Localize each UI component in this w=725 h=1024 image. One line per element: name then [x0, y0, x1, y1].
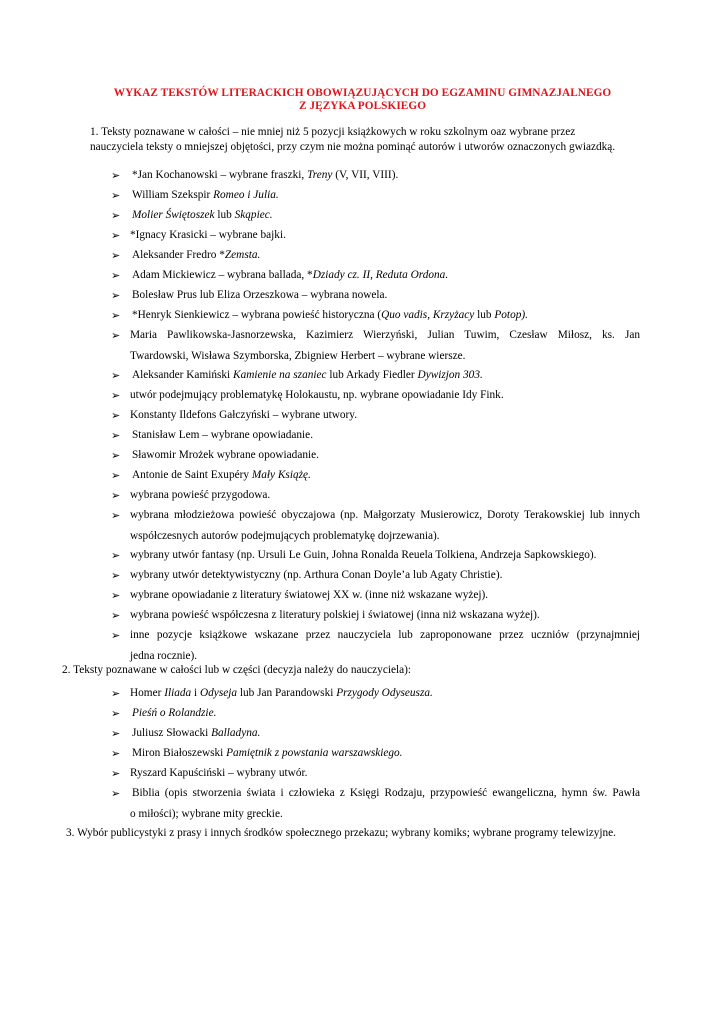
- item-text: i: [191, 687, 200, 699]
- item-title-italic: Skąpiec.: [234, 209, 273, 221]
- section-1-intro-line-1: 1. Teksty poznawane w całości – nie mniej niż 5 pozycji książkowych w roku szkolnym oaz wybrane przez: [90, 126, 576, 138]
- arrow-bullet-icon: ➢: [111, 489, 121, 502]
- item-title-italic: Balladyna.: [211, 727, 261, 739]
- section-1-intro-line-2: nauczyciela teksty o mniejszej objętości, przy czym nie można pominąć autorów i utworów oznaczonych gwiazdką.: [90, 141, 616, 153]
- item-text: (V, VII, VIII).: [332, 169, 399, 181]
- item-text: Ryszard Kapuściński – wybrany utwór.: [130, 767, 308, 779]
- section-1-item-5: [132, 248, 260, 263]
- arrow-bullet-icon: ➢: [111, 169, 121, 182]
- section-1-item-17-line-1: wybrana młodzieżowa powieść obyczajowa (np. Małgorzaty Musierowicz, Doroty Terakowskiej lub innych: [130, 509, 640, 521]
- item-title-italic: Dywizjon 303.: [417, 369, 483, 381]
- item-text: *Jan Kochanowski – wybrane fraszki,: [132, 169, 308, 181]
- section-1-item-7: [132, 288, 387, 303]
- item-text: *Henryk Sienkiewicz – wybrana powieść historyczna (: [132, 309, 382, 321]
- arrow-bullet-icon: ➢: [111, 787, 121, 800]
- arrow-bullet-icon: ➢: [111, 209, 121, 222]
- section-1-item-9-line-2: Twardowski, Wisława Szymborska, Zbigniew Herbert – wybrane wiersze.: [130, 350, 466, 362]
- arrow-bullet-icon: ➢: [111, 727, 121, 740]
- arrow-bullet-icon: ➢: [111, 249, 121, 262]
- arrow-bullet-icon: ➢: [111, 309, 121, 322]
- section-2-item-2: [132, 706, 216, 721]
- item-title-italic: Odyseja: [200, 687, 238, 699]
- item-text: Antonie de Saint Exupéry: [132, 469, 252, 481]
- section-1-item-1: [132, 168, 398, 183]
- item-title-italic: Zemsta.: [224, 249, 261, 261]
- item-text: wybrany utwór fantasy (np. Ursuli Le Guin, Johna Ronalda Reuela Tolkiena, Andrzeja Sapkowskiego).: [130, 549, 597, 561]
- section-1-item-6: [132, 268, 448, 283]
- arrow-bullet-icon: ➢: [111, 369, 121, 382]
- section-1-item-10: [132, 368, 483, 383]
- item-title-italic: Przygody Odyseusza.: [336, 687, 433, 699]
- arrow-bullet-icon: ➢: [111, 389, 121, 402]
- item-text: utwór podejmujący problematykę Holokaustu, np. wybrane opowiadanie Idy Fink.: [130, 389, 504, 401]
- section-1-item-20: [130, 588, 488, 603]
- arrow-bullet-icon: ➢: [111, 687, 121, 700]
- section-1-item-17-line-2: współczesnych autorów podejmujących problematykę dojrzewania).: [130, 530, 440, 542]
- arrow-bullet-icon: ➢: [111, 449, 121, 462]
- section-1-item-8: [132, 308, 528, 323]
- item-text: Bolesław Prus lub Eliza Orzeszkowa – wybrana nowela.: [132, 289, 388, 301]
- section-1-item-9-line-1: Maria Pawlikowska-Jasnorzewska, Kazimierz Wierzyński, Julian Tuwim, Czesław Miłosz, ks. Jan: [130, 329, 640, 341]
- arrow-bullet-icon: ➢: [111, 589, 121, 602]
- item-title-italic: Molier Świętoszek: [132, 209, 215, 221]
- section-1-item-3: [132, 208, 273, 223]
- item-text: wybrane opowiadanie z literatury światowej XX w. (inne niż wskazane wyżej).: [130, 589, 489, 601]
- section-1-item-19: [130, 568, 502, 583]
- arrow-bullet-icon: ➢: [111, 569, 121, 582]
- item-text: ,: [370, 269, 376, 281]
- arrow-bullet-icon: ➢: [111, 707, 121, 720]
- section-1-item-18: [130, 548, 596, 563]
- arrow-bullet-icon: ➢: [111, 229, 121, 242]
- item-text: *Ignacy Krasicki – wybrane bajki.: [130, 229, 286, 241]
- arrow-bullet-icon: ➢: [111, 269, 121, 282]
- arrow-bullet-icon: ➢: [111, 629, 121, 642]
- document-title-line-2: [0, 99, 725, 114]
- item-text: lub: [474, 309, 495, 321]
- item-text: wybrany utwór detektywistyczny (np. Arthura Conan Doyle’a lub Agaty Christie).: [130, 569, 503, 581]
- item-text: Aleksander Fredro *: [132, 249, 225, 261]
- section-2-item-5: [130, 766, 307, 781]
- arrow-bullet-icon: ➢: [111, 429, 121, 442]
- section-2-item-6-line-2: o miłości); wybrane mity greckie.: [130, 808, 283, 820]
- item-title-italic: Pamiętnik z powstania warszawskiego.: [226, 747, 403, 759]
- arrow-bullet-icon: ➢: [111, 549, 121, 562]
- section-1-item-14: [132, 448, 319, 463]
- item-text: Sławomir Mrożek wybrane opowiadanie.: [132, 449, 319, 461]
- item-text: lub Arkady Fiedler: [326, 369, 418, 381]
- section-2-intro: 2. Teksty poznawane w całości lub w części (decyzja należy do nauczyciela):: [62, 664, 412, 676]
- item-title-italic: Dziady cz. II: [312, 269, 371, 281]
- arrow-bullet-icon: ➢: [111, 289, 121, 302]
- title-text-1: WYKAZ TEKSTÓW LITERACKICH OBOWIĄZUJĄCYCH DO EGZAMINU GIMNAZJALNEGO: [113, 87, 612, 99]
- item-text: Miron Białoszewski: [132, 747, 227, 759]
- section-1-item-13: [132, 428, 313, 443]
- section-1-item-11: [130, 388, 504, 403]
- item-text: William Szekspir: [132, 189, 214, 201]
- section-1-item-2: [132, 188, 279, 203]
- section-1-item-21: [130, 608, 540, 623]
- arrow-bullet-icon: ➢: [111, 609, 121, 622]
- section-1-item-4: [130, 228, 286, 243]
- arrow-bullet-icon: ➢: [111, 329, 121, 342]
- item-text: wybrana powieść przygodowa.: [130, 489, 271, 501]
- arrow-bullet-icon: ➢: [111, 189, 121, 202]
- item-title-italic: Iliada: [164, 687, 192, 699]
- item-text: Stanisław Lem – wybrane opowiadanie.: [132, 429, 314, 441]
- item-title-italic: Pieśń o Rolandzie.: [132, 707, 217, 719]
- section-1-item-22-line-1: inne pozycje książkowe wskazane przez nauczyciela lub zaproponowane przez uczniów (przynajmniej: [130, 629, 640, 641]
- arrow-bullet-icon: ➢: [111, 409, 121, 422]
- section-1-item-16: [130, 488, 270, 503]
- item-text: wybrana powieść współczesna z literatury polskiej i światowej (inna niż wskazana wyżej).: [130, 609, 540, 621]
- item-title-italic: Romeo i Julia.: [213, 189, 279, 201]
- item-title-italic: Potop).: [494, 309, 528, 321]
- section-3-text: 3. Wybór publicystyki z prasy i innych środków społecznego przekazu; wybrany komiks; wybrane programy telewizyjne.: [66, 827, 617, 839]
- item-text: Adam Mickiewicz – wybrana ballada, *: [132, 269, 313, 281]
- item-title-italic: Quo vadis, Krzyżacy: [381, 309, 475, 321]
- item-title-italic: Treny: [307, 169, 333, 181]
- arrow-bullet-icon: ➢: [111, 767, 121, 780]
- item-text: Homer: [130, 687, 165, 699]
- arrow-bullet-icon: ➢: [111, 509, 121, 522]
- section-1-item-22-line-2: jedna rocznie).: [130, 650, 198, 662]
- item-text: Aleksander Kamiński: [132, 369, 234, 381]
- arrow-bullet-icon: ➢: [111, 747, 121, 760]
- title-text-2: Z JĘZYKA POLSKIEGO: [298, 100, 427, 112]
- item-text: Konstanty Ildefons Gałczyński – wybrane utwory.: [130, 409, 358, 421]
- arrow-bullet-icon: ➢: [111, 469, 121, 482]
- item-title-italic: Reduta Ordona.: [375, 269, 449, 281]
- section-2-item-6-line-1: Biblia (opis stworzenia świata i człowieka z Księgi Rodzaju, przypowieść ewangeliczna, hymn św. Pawła: [132, 787, 640, 799]
- item-title-italic: Kamienie na szaniec: [233, 369, 327, 381]
- item-text: lub: [214, 209, 235, 221]
- section-2-item-3: [132, 726, 260, 741]
- item-title-italic: Mały Książę.: [251, 469, 311, 481]
- item-text: lub Jan Parandowski: [237, 687, 337, 699]
- section-2-item-1: [130, 686, 433, 701]
- section-1-item-12: [130, 408, 357, 423]
- item-text: Juliusz Słowacki: [132, 727, 212, 739]
- section-2-item-4: [132, 746, 403, 761]
- section-1-item-15: [132, 468, 311, 483]
